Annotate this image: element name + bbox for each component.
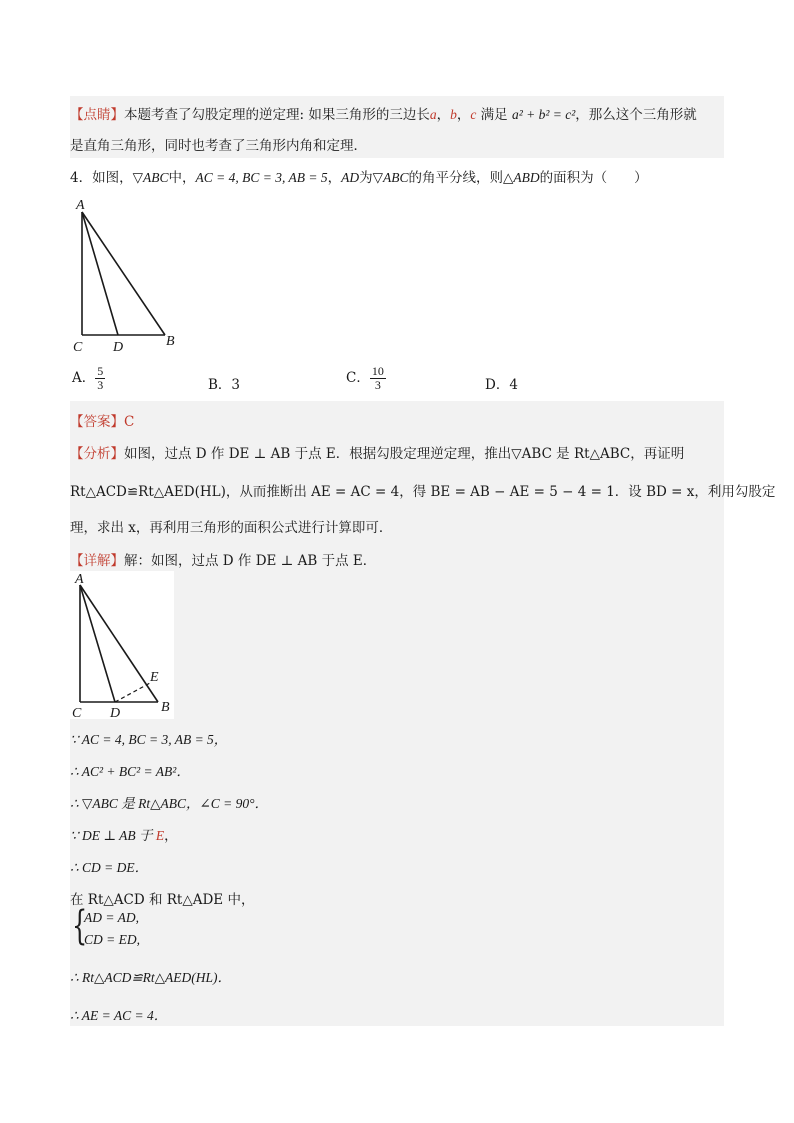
analysis-line-1: 【分析】如图，过点 D 作 DE ⊥ AB 于点 E．根据勾股定理逆定理，推出▽ABC 是 Rt△ABC，再证明 [70,446,685,462]
option-b[interactable]: B．3 [208,377,241,393]
system-row-2: CD = ED, [84,932,140,947]
step-5: ∴ CD = DE． [70,860,149,875]
analysis-line-3: 理，求出 x，再利用三角形的面积公式进行计算即可． [70,520,393,536]
dianjing-line-1: 【点睛】本题考查了勾股定理的逆定理: 如果三角形的三边长a，b，c 满足 a² + b² = c²，那么这个三角形就 [70,107,697,123]
left-brace: { [72,903,88,949]
triangle-figure-2 [70,571,180,721]
answer-value: C [124,414,135,430]
label-d-2: D [110,706,121,721]
system-row-1: AD = AD, [84,910,139,925]
answer-tag: 【答案】 [70,414,124,430]
bisector-ad-2 [80,585,115,702]
dianjing-tag: 【点睛】 [70,107,124,123]
analysis-tag: 【分析】 [70,446,124,462]
label-c-2: C [72,706,82,721]
detail-tag: 【详解】 [70,553,124,569]
triangle-figure-1 [70,195,190,355]
option-c[interactable]: C． $\frac{10}{3}$ [346,364,384,392]
side-ab [82,212,165,335]
step-3: ∴ ▽ABC 是 Rt△ABC，∠C = 90°． [70,796,269,811]
detail-intro: 【详解】解：如图，过点 D 作 DE ⊥ AB 于点 E． [70,553,377,569]
label-e-2: E [150,670,159,685]
dianjing-line-2: 是直角三角形，同时也考查了三角形内角和定理． [70,138,367,154]
step-8: ∴ AE = AC = 4． [70,1008,168,1023]
step-4: ∵ DE ⊥ AB 于 E， [70,828,178,844]
pythagoras-formula: a² + b² = c² [511,107,576,122]
step-2: ∴ AC² + BC² = AB²． [70,764,190,779]
label-a: A [76,198,85,213]
perpendicular-de [115,683,150,702]
label-b: B [166,334,175,349]
option-a[interactable]: A． $\frac{5}{3}$ [72,364,104,392]
analysis-line-2: Rt△ACD≌Rt△AED(HL)，从而推断出 AE = AC = 4，得 BE = AB − AE = 5 − 4 = 1．设 BD = x，利用勾股定 [70,484,776,500]
label-c: C [73,340,83,355]
label-b-2: B [161,700,170,715]
step-6: 在 Rt△ACD 和 Rt△ADE 中， [70,892,255,908]
label-d: D [113,340,124,355]
option-c-fraction: $\frac{10}{3}$ [371,364,384,392]
answer-line [70,410,134,430]
option-d[interactable]: D．4 [485,377,518,393]
label-a-2: A [75,572,84,587]
option-a-fraction: $\frac{5}{3}$ [97,364,104,392]
question-stem: 4．如图，▽ABC中，AC = 4, BC = 3, AB = 5，AD为▽ABC的角平分线，则△ABD的面积为（ ） [70,170,648,186]
bisector-ad [82,212,118,335]
step-1: ∵ AC = 4, BC = 3, AB = 5， [70,732,228,747]
step-7: ∴ Rt△ACD≌Rt△AED(HL)． [70,970,232,985]
